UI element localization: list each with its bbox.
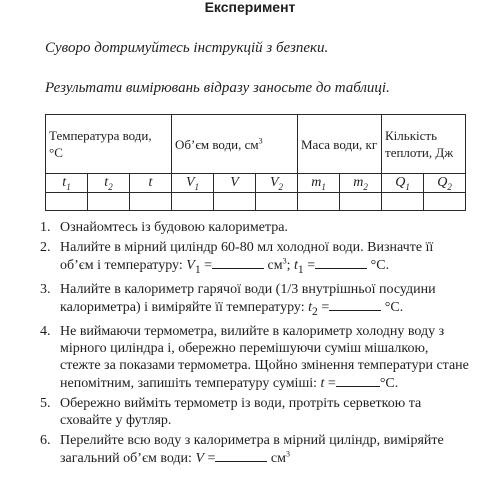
var-base: t: [148, 174, 153, 190]
step-text: Ознайомтесь із будовою калориметра.: [60, 220, 288, 235]
var-base: V: [230, 174, 239, 190]
var-t2-sub: 2: [312, 304, 318, 318]
step-text: Обережно вийміть термометр із води, протріть серветкою та сховайте у футляр.: [60, 395, 422, 428]
results-note: Результати вимірювань відразу заносьте до таблиці.: [45, 80, 390, 96]
blank-cell[interactable]: [340, 193, 382, 211]
var-base: t: [104, 174, 109, 190]
step-number: 1.: [40, 220, 51, 235]
header-temperature: Температура води, °С: [46, 115, 172, 174]
var-sub: 2: [108, 181, 113, 192]
volume-v1-blank[interactable]: [212, 256, 264, 269]
unit-sup: 3: [282, 256, 287, 266]
var-base: m: [353, 174, 364, 190]
header-volume: [172, 115, 298, 174]
blank-cell[interactable]: [172, 193, 214, 211]
unit-text: °С.: [381, 299, 404, 315]
eq-sign: =: [200, 258, 213, 273]
var-t1-sub: 1: [297, 262, 304, 276]
var-cell: [46, 174, 88, 193]
eq-sign: =: [303, 258, 316, 273]
blank-cell[interactable]: [214, 193, 256, 211]
var-sub: 1: [405, 181, 410, 192]
unit-sup: 3: [286, 448, 290, 458]
var-sub: 1: [194, 181, 200, 192]
var-v1-sub: 1: [194, 262, 201, 276]
step-text: Налийте в мірний циліндр 60-80 мл холодної води. Визначте її об’єм і температуру:: [60, 240, 434, 273]
var-cell: [256, 174, 298, 193]
var-cell: [340, 174, 382, 193]
step-2: [40, 239, 470, 278]
volume-v-blank[interactable]: [215, 449, 267, 462]
var-cell: [172, 174, 214, 193]
unit-text: см: [267, 450, 286, 466]
var-cell: [214, 174, 256, 193]
unit-text: см: [264, 258, 283, 273]
unit-text: °С.: [379, 375, 399, 391]
instruction-steps: [40, 219, 470, 470]
step-3: [40, 281, 470, 320]
header-volume-sup: 3: [258, 136, 263, 146]
separator: ;: [286, 258, 295, 273]
var-base: t: [62, 174, 67, 190]
blank-cell[interactable]: [256, 193, 298, 211]
var-sub: 2: [447, 181, 452, 192]
safety-note: Суворо дотримуйтесь інструкцій з безпеки.: [45, 40, 329, 56]
blank-cell[interactable]: [424, 193, 466, 211]
var-sub: 2: [278, 181, 284, 192]
step-number: 4.: [40, 323, 51, 339]
step-number: 2.: [40, 240, 51, 255]
header-volume-text: Об’єм води, см: [175, 136, 259, 152]
var-cell: [130, 174, 172, 193]
eq-sign: =: [324, 375, 336, 391]
header-mass: Маса води, кг: [298, 115, 382, 174]
step-6: [40, 432, 470, 467]
temperature-t1-blank[interactable]: [315, 256, 367, 269]
table-variables-row: [46, 174, 466, 193]
var-base: Q: [395, 174, 406, 190]
var-cell: [298, 174, 340, 193]
eq-sign: =: [204, 450, 216, 466]
var-base: Q: [437, 174, 448, 190]
table-blank-row: [46, 193, 466, 211]
step-text: Не виймаючи термометра, вилийте в калориметр холодну воду з мірного циліндра і, обережно перемішуючи суміш мішалкою, стежте за показами термометра. Щойно змінення температури стане непомітним, запишіть температуру суміші:: [60, 323, 469, 391]
table-header-row: [46, 115, 466, 174]
blank-cell[interactable]: [130, 193, 172, 211]
blank-cell[interactable]: [88, 193, 130, 211]
var-base: V: [269, 174, 279, 190]
var-sub: 1: [321, 181, 326, 192]
var-v-base: V: [195, 450, 205, 466]
eq-sign: =: [317, 299, 330, 315]
blank-cell[interactable]: [46, 193, 88, 211]
var-base: m: [311, 174, 322, 190]
var-cell: [88, 174, 130, 193]
var-sub: 2: [363, 181, 368, 192]
step-number: 6.: [40, 432, 51, 448]
var-cell: [382, 174, 424, 193]
page-title: Експеримент: [204, 0, 296, 15]
step-5: [40, 395, 470, 429]
step-1: [40, 219, 470, 236]
var-t2-base: t: [308, 299, 313, 315]
step-4: [40, 323, 470, 392]
var-sub: 1: [66, 181, 71, 192]
header-heat: Кількість теплоти, Дж: [382, 115, 466, 174]
blank-cell[interactable]: [382, 193, 424, 211]
var-v1-base: V: [186, 258, 195, 273]
step-text: Налийте в калориметр гарячої води (1/3 внутрішньої посудини калориметра) і виміряйте її температуру:: [60, 281, 436, 315]
step-number: 5.: [40, 395, 51, 411]
var-t1-base: t: [294, 258, 298, 273]
step-text: Перелийте всю воду з калориметра в мірний циліндр, виміряйте загальний об’єм води:: [60, 432, 444, 466]
temperature-t-blank[interactable]: [336, 374, 380, 387]
var-cell: [424, 174, 466, 193]
unit-text: °С.: [367, 258, 390, 273]
var-t-base: t: [320, 375, 325, 391]
blank-cell[interactable]: [298, 193, 340, 211]
results-table: [45, 114, 466, 211]
step-number: 3.: [40, 281, 51, 297]
var-base: V: [185, 174, 195, 190]
temperature-t2-blank[interactable]: [329, 298, 381, 311]
